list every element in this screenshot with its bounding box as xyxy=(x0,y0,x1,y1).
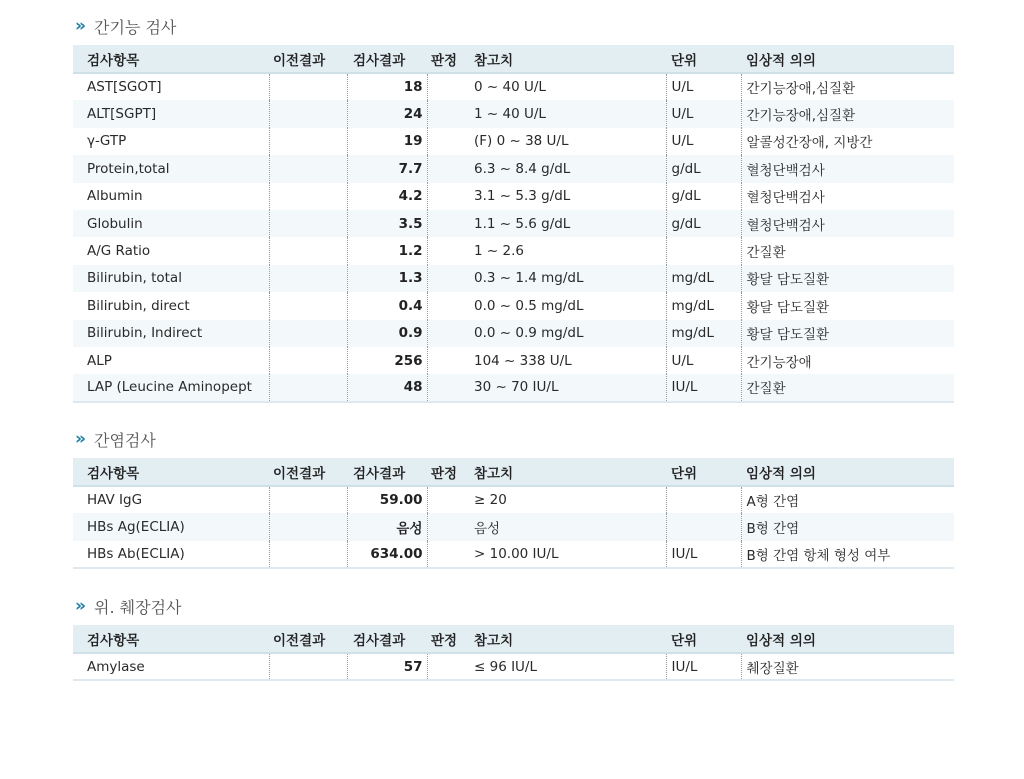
table-row xyxy=(73,100,954,127)
col-header-result: 검사결과 xyxy=(353,632,406,649)
reference-range-cell: 0.0 ~ 0.9 mg/dL xyxy=(469,320,666,347)
clinical-meaning-cell: 황달 담도질환 xyxy=(746,299,830,316)
judgement-cell xyxy=(427,237,469,264)
col-header-item: 검사항목 xyxy=(87,465,140,482)
section-title: 위. 췌장검사 xyxy=(93,597,182,617)
clinical-meaning-cell: 혈청단백검사 xyxy=(746,190,825,207)
col-header-judgement: 판정 xyxy=(431,52,458,69)
table-row xyxy=(73,155,954,182)
col-header-previous: 이전결과 xyxy=(273,632,326,649)
col-header-clinical: 임상적 의의 xyxy=(746,52,816,69)
test-name-cell: A/G Ratio xyxy=(73,237,269,264)
result-value-cell: 0.9 xyxy=(347,320,427,347)
col-header-unit: 단위 xyxy=(671,632,698,649)
clinical-meaning-cell: 간질환 xyxy=(746,245,786,262)
table-header-row xyxy=(73,458,954,486)
result-value-cell: 48 xyxy=(347,374,427,401)
judgement-cell xyxy=(427,486,469,513)
col-header-unit: 단위 xyxy=(671,52,698,69)
test-name-cell: Albumin xyxy=(73,183,269,210)
result-value-cell: 57 xyxy=(347,653,427,680)
result-value-cell: 59.00 xyxy=(347,486,427,513)
col-header-judgement: 판정 xyxy=(431,632,458,649)
table-row xyxy=(73,292,954,319)
double-chevron-icon: » xyxy=(75,596,84,616)
table-header-row xyxy=(73,625,954,653)
col-header-result: 검사결과 xyxy=(353,465,406,482)
clinical-meaning-cell: 간기능장애,심질환 xyxy=(746,81,856,98)
col-header-clinical: 임상적 의의 xyxy=(746,632,816,649)
previous-result-cell xyxy=(269,265,347,292)
clinical-meaning-cell: 알콜성간장애, 지방간 xyxy=(746,135,873,152)
reference-range-cell: 1 ~ 40 U/L xyxy=(469,100,666,127)
reference-range-cell: 1 ~ 2.6 xyxy=(469,237,666,264)
previous-result-cell xyxy=(269,73,347,100)
previous-result-cell xyxy=(269,374,347,401)
result-value-cell: 1.3 xyxy=(347,265,427,292)
unit-cell xyxy=(666,486,741,513)
table-row xyxy=(73,374,954,401)
unit-cell: g/dL xyxy=(666,183,741,210)
test-name-cell: LAP (Leucine Aminopept xyxy=(73,374,269,401)
unit-cell: U/L xyxy=(666,128,741,155)
result-value-cell: 4.2 xyxy=(347,183,427,210)
section-header xyxy=(73,13,954,39)
test-name-cell: Globulin xyxy=(73,210,269,237)
judgement-cell xyxy=(427,513,469,540)
result-value-cell: 3.5 xyxy=(347,210,427,237)
judgement-cell xyxy=(427,155,469,182)
judgement-cell xyxy=(427,292,469,319)
unit-cell: g/dL xyxy=(666,210,741,237)
clinical-meaning-cell: 간기능장애,심질환 xyxy=(746,108,856,125)
result-value-cell: 0.4 xyxy=(347,292,427,319)
test-name-cell: γ-GTP xyxy=(73,128,269,155)
col-header-previous: 이전결과 xyxy=(273,465,326,482)
double-chevron-icon: » xyxy=(75,429,84,449)
table-row xyxy=(73,237,954,264)
judgement-cell xyxy=(427,265,469,292)
test-name-cell: Protein,total xyxy=(73,155,269,182)
col-header-reference: 참고치 xyxy=(474,465,514,482)
test-name-cell: Bilirubin, direct xyxy=(73,292,269,319)
reference-range-cell: 1.1 ~ 5.6 g/dL xyxy=(469,210,666,237)
judgement-cell xyxy=(427,374,469,401)
previous-result-cell xyxy=(269,486,347,513)
previous-result-cell xyxy=(269,100,347,127)
test-name-cell: Bilirubin, total xyxy=(73,265,269,292)
previous-result-cell xyxy=(269,347,347,374)
col-header-result: 검사결과 xyxy=(353,52,406,69)
reference-range-cell: (F) 0 ~ 38 U/L xyxy=(469,128,666,155)
unit-cell: IU/L xyxy=(666,374,741,401)
previous-result-cell xyxy=(269,292,347,319)
clinical-meaning-cell: 황달 담도질환 xyxy=(746,272,830,289)
unit-cell: U/L xyxy=(666,100,741,127)
previous-result-cell xyxy=(269,183,347,210)
reference-range-cell: 30 ~ 70 IU/L xyxy=(469,374,666,401)
results-table xyxy=(73,458,954,569)
reference-range-cell: 6.3 ~ 8.4 g/dL xyxy=(469,155,666,182)
unit-cell: g/dL xyxy=(666,155,741,182)
result-value-cell: 7.7 xyxy=(347,155,427,182)
table-row xyxy=(73,320,954,347)
section-liver-function xyxy=(73,13,954,403)
results-table xyxy=(73,625,954,681)
result-value-cell: 634.00 xyxy=(347,541,427,568)
table-row xyxy=(73,541,954,568)
judgement-cell xyxy=(427,73,469,100)
test-name-cell: ALP xyxy=(73,347,269,374)
previous-result-cell xyxy=(269,155,347,182)
double-chevron-icon: » xyxy=(75,16,84,36)
previous-result-cell xyxy=(269,237,347,264)
col-header-item: 검사항목 xyxy=(87,632,140,649)
result-value-cell: 256 xyxy=(347,347,427,374)
section-title: 간염검사 xyxy=(93,430,156,450)
table-row xyxy=(73,210,954,237)
previous-result-cell xyxy=(269,210,347,237)
clinical-meaning-cell: B형 간염 항체 형성 여부 xyxy=(746,547,891,564)
reference-range-cell: ≥ 20 xyxy=(469,486,666,513)
section-title: 간기능 검사 xyxy=(93,17,177,37)
judgement-cell xyxy=(427,128,469,155)
col-header-unit: 단위 xyxy=(671,465,698,482)
test-name-cell: HBs Ag(ECLIA) xyxy=(73,513,269,540)
col-header-item: 검사항목 xyxy=(87,52,140,69)
result-value-cell: 1.2 xyxy=(347,237,427,264)
clinical-meaning-cell: A형 간염 xyxy=(746,494,800,511)
unit-cell: mg/dL xyxy=(666,265,741,292)
unit-cell: mg/dL xyxy=(666,292,741,319)
result-value-cell: 24 xyxy=(347,100,427,127)
reference-range-cell: 음성 xyxy=(469,513,666,540)
unit-cell: IU/L xyxy=(666,653,741,680)
reference-range-cell: 0.0 ~ 0.5 mg/dL xyxy=(469,292,666,319)
table-row xyxy=(73,73,954,100)
unit-cell xyxy=(666,513,741,540)
table-row xyxy=(73,347,954,374)
clinical-meaning-cell: 혈청단백검사 xyxy=(746,217,825,234)
judgement-cell xyxy=(427,320,469,347)
test-name-cell: AST[SGOT] xyxy=(73,73,269,100)
test-name-cell: Bilirubin, Indirect xyxy=(73,320,269,347)
table-row xyxy=(73,513,954,540)
previous-result-cell xyxy=(269,128,347,155)
col-header-reference: 참고치 xyxy=(474,632,514,649)
col-header-previous: 이전결과 xyxy=(273,52,326,69)
test-name-cell: HAV IgG xyxy=(73,486,269,513)
result-value-cell: 18 xyxy=(347,73,427,100)
judgement-cell xyxy=(427,541,469,568)
reference-range-cell: 104 ~ 338 U/L xyxy=(469,347,666,374)
previous-result-cell xyxy=(269,541,347,568)
col-header-reference: 참고치 xyxy=(474,52,514,69)
judgement-cell xyxy=(427,347,469,374)
col-header-judgement: 판정 xyxy=(431,465,458,482)
results-table xyxy=(73,45,954,403)
reference-range-cell: 0.3 ~ 1.4 mg/dL xyxy=(469,265,666,292)
clinical-meaning-cell: 췌장질환 xyxy=(746,660,799,677)
reference-range-cell: 0 ~ 40 U/L xyxy=(469,73,666,100)
table-row xyxy=(73,486,954,513)
previous-result-cell xyxy=(269,513,347,540)
section-stomach-pancreas xyxy=(73,593,954,681)
judgement-cell xyxy=(427,653,469,680)
reference-range-cell: ≤ 96 IU/L xyxy=(469,653,666,680)
table-row xyxy=(73,128,954,155)
unit-cell: IU/L xyxy=(666,541,741,568)
previous-result-cell xyxy=(269,320,347,347)
reference-range-cell: > 10.00 IU/L xyxy=(469,541,666,568)
clinical-meaning-cell: 간기능장애 xyxy=(746,354,812,371)
test-name-cell: Amylase xyxy=(73,653,269,680)
unit-cell: mg/dL xyxy=(666,320,741,347)
table-row xyxy=(73,265,954,292)
test-name-cell: HBs Ab(ECLIA) xyxy=(73,541,269,568)
reference-range-cell: 3.1 ~ 5.3 g/dL xyxy=(469,183,666,210)
judgement-cell xyxy=(427,183,469,210)
unit-cell xyxy=(666,237,741,264)
result-value-cell: 음성 xyxy=(347,513,427,540)
judgement-cell xyxy=(427,210,469,237)
table-row xyxy=(73,653,954,680)
test-name-cell: ALT[SGPT] xyxy=(73,100,269,127)
result-value-cell: 19 xyxy=(347,128,427,155)
unit-cell: U/L xyxy=(666,347,741,374)
section-hepatitis xyxy=(73,426,954,569)
clinical-meaning-cell: 혈청단백검사 xyxy=(746,162,825,179)
section-header xyxy=(73,426,954,452)
col-header-clinical: 임상적 의의 xyxy=(746,465,816,482)
clinical-meaning-cell: 황달 담도질환 xyxy=(746,327,830,344)
table-header-row xyxy=(73,45,954,73)
previous-result-cell xyxy=(269,653,347,680)
clinical-meaning-cell: 간질환 xyxy=(746,381,786,398)
table-row xyxy=(73,183,954,210)
section-header xyxy=(73,593,954,619)
judgement-cell xyxy=(427,100,469,127)
clinical-meaning-cell: B형 간염 xyxy=(746,521,800,538)
unit-cell: U/L xyxy=(666,73,741,100)
